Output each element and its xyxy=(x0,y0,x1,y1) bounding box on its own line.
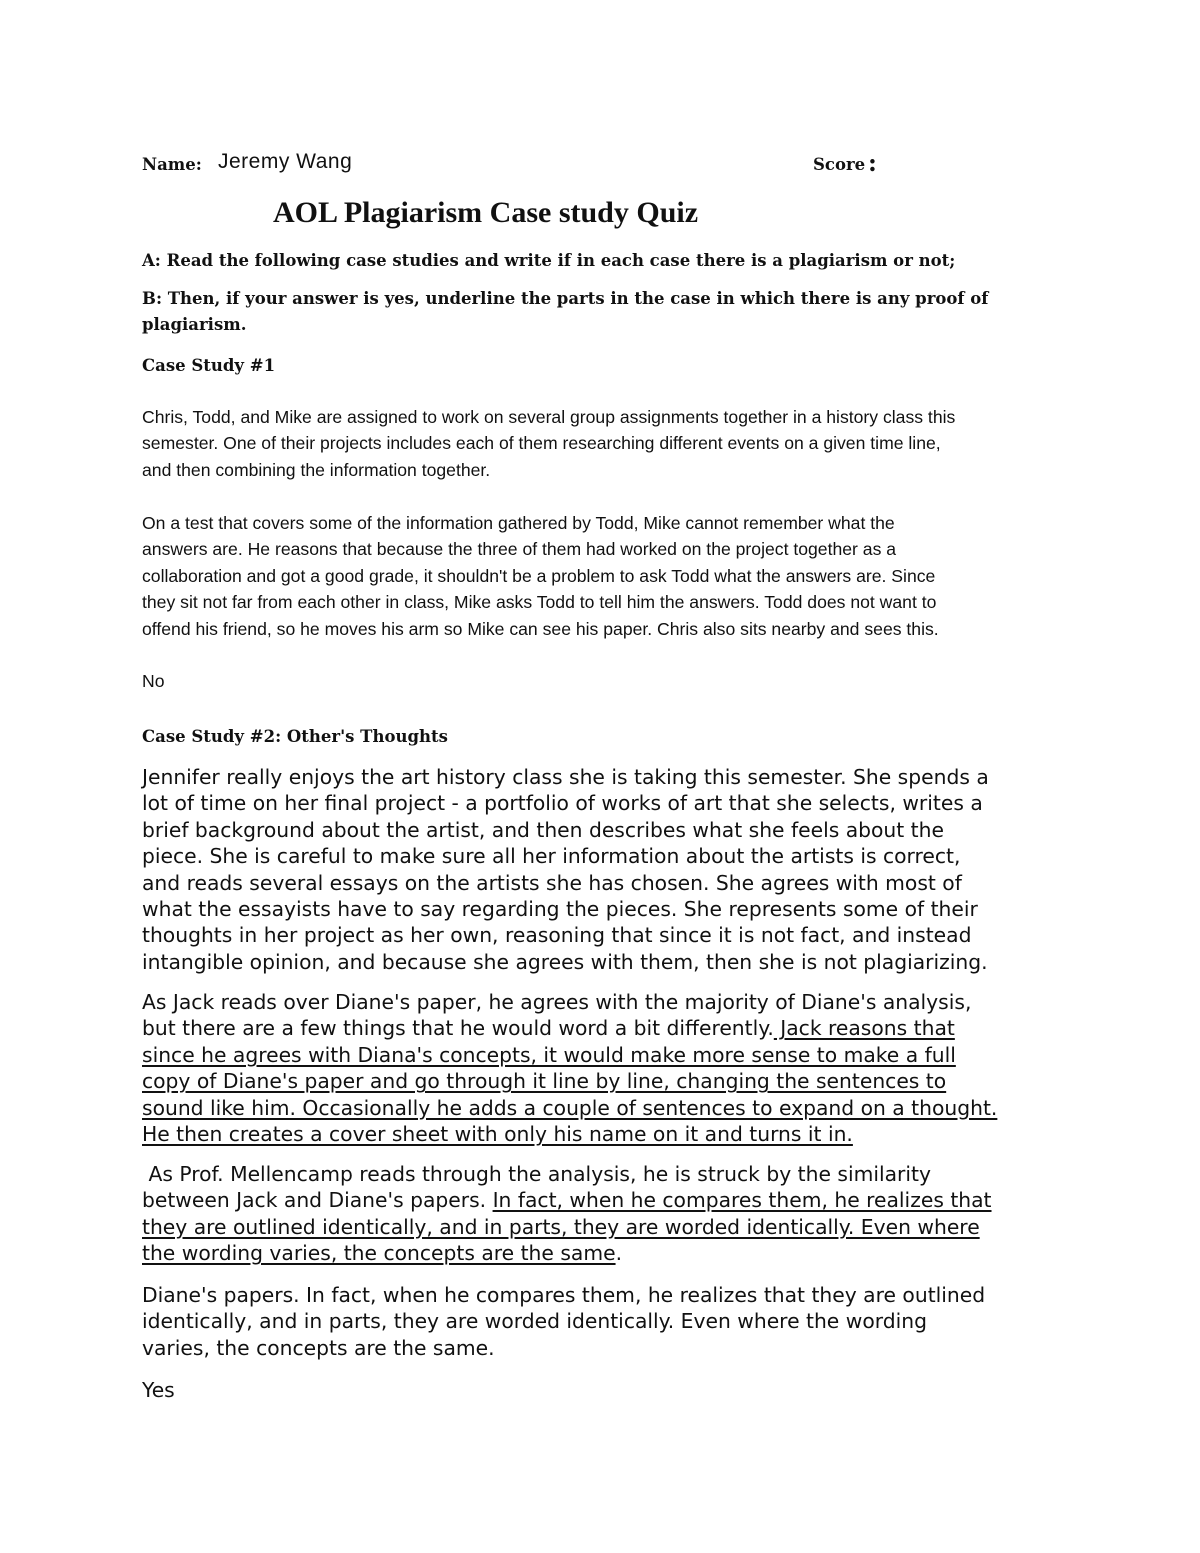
case2-paragraph4 xyxy=(142,1282,985,1361)
text-line xyxy=(142,1187,992,1213)
instruction-b-line1: B: Then, if your answer is yes, underline the parts in the case in which there is any proof of xyxy=(142,289,989,308)
instruction-b-line2: plagiarism. xyxy=(142,315,247,334)
text-line: offend his friend, so he moves his arm so Mike can see his paper. Chris also sits nearby and sees this. xyxy=(142,618,939,639)
underlined-text: In fact, when he compares them, he realizes that xyxy=(492,1188,992,1213)
instruction-a: A: Read the following case studies and write if in each case there is a plagiarism or not; xyxy=(142,251,956,270)
underlined-text: copy of Diane's paper and go through it line by line, changing the sentences to xyxy=(142,1069,947,1094)
case2-paragraph1 xyxy=(142,764,989,975)
score-colon: : xyxy=(868,148,877,177)
text-line xyxy=(142,1042,997,1068)
text-line xyxy=(142,1240,992,1266)
text-line: and reads several essays on the artists she has chosen. She agrees with most of xyxy=(142,870,962,895)
text-line: On a test that covers some of the information gathered by Todd, Mike cannot remember what the xyxy=(142,513,895,533)
case1-answer: No xyxy=(142,671,165,691)
text-line: Chris, Todd, and Mike are assigned to work on several group assignments together in a history class this xyxy=(142,407,956,427)
plain-text: between Jack and Diane's papers. xyxy=(142,1188,493,1213)
case2-heading: Case Study #2: Other's Thoughts xyxy=(142,727,448,746)
underlined-text: they are outlined identically, and in parts, they are worded identically. Even where xyxy=(142,1214,980,1239)
plain-text: . xyxy=(615,1241,623,1266)
text-line: As Jack reads over Diane's paper, he agrees with the majority of Diane's analysis, xyxy=(142,990,972,1014)
case1-paragraph1 xyxy=(142,404,955,483)
underlined-text: the wording varies, the concepts are the same xyxy=(142,1241,616,1266)
text-line: varies, the concepts are the same. xyxy=(142,1335,495,1360)
text-line: Jennifer really enjoys the art history class she is taking this semester. She spends a xyxy=(142,765,989,789)
text-line: collaboration and got a good grade, it shouldn't be a problem to ask Todd what the answers are. Since xyxy=(142,565,936,586)
text-line xyxy=(142,1068,997,1094)
text-line: lot of time on her final project - a portfolio of works of art that she selects, writes a xyxy=(142,791,983,816)
text-line: brief background about the artist, and then describes what she feels about the xyxy=(142,817,944,842)
text-line xyxy=(142,1121,997,1147)
text-line: what the essayists have to say regarding the pieces. She represents some of their xyxy=(142,896,978,921)
case2-paragraph3 xyxy=(142,1161,992,1267)
page-title: AOL Plagiarism Case study Quiz xyxy=(273,196,699,229)
text-line xyxy=(142,1214,992,1240)
plain-text: but there are a few things that he would word a bit differently. xyxy=(142,1016,774,1041)
student-name: Jeremy Wang xyxy=(218,150,353,173)
case1-heading: Case Study #1 xyxy=(142,356,276,375)
text-line: thoughts in her project as her own, reasoning that since it is not fact, and instead xyxy=(142,923,972,948)
underlined-text: Jack reasons that xyxy=(773,1016,955,1041)
text-line: intangible opinion, and because she agrees with them, then she is not plagiarizing. xyxy=(142,949,988,974)
text-line: semester. One of their projects includes each of them researching different events on a given time line, xyxy=(142,433,941,454)
text-line: piece. She is careful to make sure all her information about the artists is correct, xyxy=(142,844,961,869)
case1-paragraph2 xyxy=(142,510,939,642)
text-line: answers are. He reasons that because the three of them had worked on the project together as a xyxy=(142,539,897,560)
case2-paragraph2 xyxy=(142,989,997,1147)
text-line: Diane's papers. In fact, when he compares them, he realizes that they are outlined xyxy=(142,1283,986,1307)
underlined-text: sound like him. Occasionally he adds a couple of sentences to expand on a thought. xyxy=(142,1095,998,1120)
text-line: identically, and in parts, they are worded identically. Even where the wording xyxy=(142,1309,927,1334)
underlined-text: since he agrees with Diana's concepts, it would make more sense to make a full xyxy=(142,1042,956,1067)
case2-answer: Yes xyxy=(142,1378,175,1402)
text-line: they sit not far from each other in class, Mike asks Todd to tell him the answers. Todd does not want to xyxy=(142,592,937,613)
text-line xyxy=(142,1095,997,1121)
underlined-text: He then creates a cover sheet with only his name on it and turns it in. xyxy=(142,1121,853,1146)
text-line: and then combining the information together. xyxy=(142,459,491,480)
score-label: Score xyxy=(813,155,866,174)
text-line xyxy=(142,1015,997,1041)
text-line: As Prof. Mellencamp reads through the analysis, he is struck by the similarity xyxy=(142,1162,931,1186)
name-label: Name: xyxy=(142,155,202,174)
